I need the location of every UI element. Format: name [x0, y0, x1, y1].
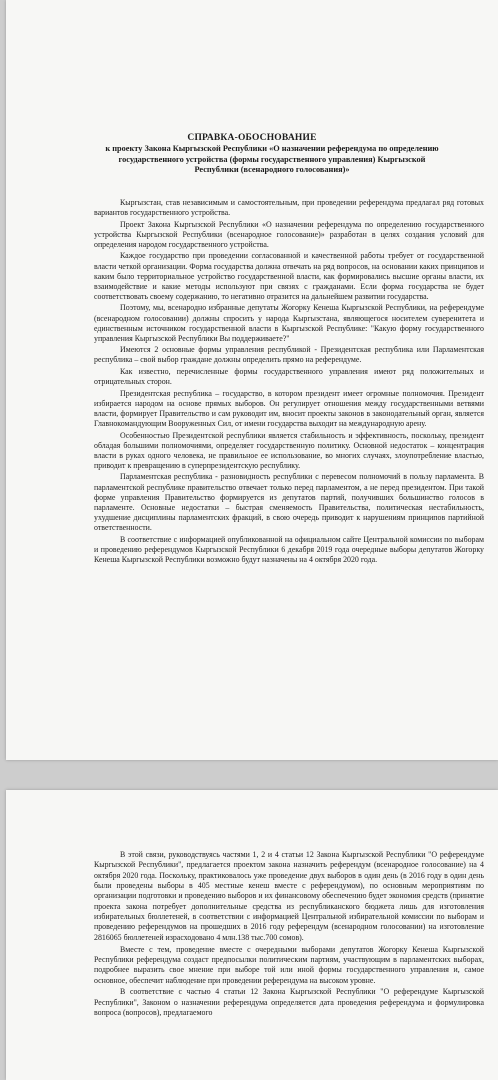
document-subtitle: к проекту Закона Кыргызской Республики «О назначении референдума по определению государственного устройства (формы государственного управления) Кыргызской Республики (всенародного голосования)» [105, 144, 439, 174]
paragraph: Особенностью Президентской республики является стабильность и эффективность, поскольку, президент обладая большими полномочиями, определяет государственную политику. Основной недостаток – концентрация власти в руках одного человека, не правильное ее использование, во многих случаях, злоупотребление властью, приводит к превращению в суперпрезидентскую республику. [94, 430, 484, 470]
paragraph: В соответствие с информацией опубликованной на официальном сайте Центральной комиссии по выборам и проведению референдумов Кыргызской Республики 6 декабря 2019 года очередные выборы депутатов Жогорку Кенеша Кыргызской Республики возможно будут назначены на 4 октября 2020 года. [94, 534, 484, 564]
document-page-2 [6, 790, 498, 1080]
paragraph: Каждое государство при проведении согласованной и качественной работы требует от государственной власти четкой организации. Форма государства должна отвечать на ряд вопросов, на основании каких принципов и каким было территориальное устройство государственной власти, как формировались высшие органы власти, их взаимодействие и какие методы используют при связях с гражданами. Если форма государства не будет соответствовать своему содержанию, то негативно отразится на дальнейшем развитии государства. [94, 251, 484, 301]
document-title: СПРАВКА-ОБОСНОВАНИЕ [187, 133, 317, 143]
paragraph: Кыргызстан, став независимым и самостоятельным, при проведении референдума предлагал ряд готовых вариантов государственного устройства. [94, 198, 484, 218]
paragraph: В соответствие с частью 4 статьи 12 Закона Кыргызской Республики "О референдуме Кыргызской Республики", Законом о назначении референдума определяется дата проведения референдума и формулировка вопроса (вопросов), предлагаемого [94, 987, 484, 1018]
paragraph: Поэтому, мы, всенародно избранные депутаты Жогорку Кенеша Кыргызской Республики, на референдуме (всенародном голосовании) должны спросить у народа Кыргызстана, являющегося носителем суверенитета и единственным источником государственной власти в Кыргызской Республике: "Какую форму государственного управления Кыргызской Республики Вы поддерживаете?" [94, 303, 484, 343]
document-header [6, 133, 498, 176]
page-2-body [94, 850, 484, 1020]
paragraph: Проект Закона Кыргызской Республики «О назначении референдума по определению государственного устройства Кыргызской Республики (всенародное голосование)» разработан в целях создания условий для определения народом государственного устройства. [94, 219, 484, 249]
paragraph: Парламентская республика - разновидность республики с перевесом полномочий в пользу парламента. В парламентской республике правительство отвечает только перед парламентом, а не перед президентом. При такой форме управления Правительство формируется из депутатов партий, получивших большинство голосов в парламенте. Основные недостатки – быстрая сменяемость Правительства, политическая нестабильность, ухудшение дисциплины парламентских фракций, в свою очередь приводит к нарушениям принципов партийной ответственности. [94, 472, 484, 532]
document-page-1 [6, 0, 498, 760]
paragraph: Вместе с тем, проведение вместе с очередными выборами депутатов Жогорку Кенеша Кыргызской Республики референдума создаст предпосылки политическим партиям, участвующим в парламентских выборах, подробнее выразить свое мнение при выборе той или иной формы государственного управления и, самое основное, обеспечит наблюдение при проведении референдума на высоком уровне. [94, 944, 484, 985]
paragraph: Имеются 2 основные формы управления республикой - Президентская республика или Парламентская республика – свой выбор граждане должны определить прямо на референдуме. [94, 345, 484, 365]
paragraph: Как известно, перечисленные формы государственного управления имеют ряд положительных и отрицательных сторон. [94, 367, 484, 387]
paragraph: В этой связи, руководствуясь частями 1, 2 и 4 статьи 12 Закона Кыргызской Республики "О референдуме Кыргызской Республики", предлагается проектом закона назначить референдум (всенародное голосование) на 4 октября 2020 года. Поскольку, практиковалось уже проведение двух выборов в один день (в 2016 году в один день были проведены выборы в 405 местные кенеш вместе с референдумом), по основным мероприятиям по организации подготовки и проведению выборов и их финансовому обеспечению будет экономия средств (принятие проекта закона потребует дополнительные средства из республиканского бюджета лишь для изготовления избирательных бюллетеней, в соответствии с информацией Центральной избирательной комиссии по выборам и проведению референдумов на прошедших в 2016 году референдум (всенародном голосовании) на изготовление 2816065 бюллетеней израсходовано 4 млн.138 тыс.700 сомов). [94, 850, 484, 942]
page-1-body [94, 198, 484, 566]
paragraph: Президентская республика – государство, в котором президент имеет огромные полномочия. Президент избирается народом на основе прямых выборов. Он регулирует отношения между государственными ветвями власти, формирует Правительство и сам руководит им, вносит проекты законов в законодательный орган, является Главнокомандующим Вооруженных Сил, от имени государства выходит на международную арену. [94, 388, 484, 428]
